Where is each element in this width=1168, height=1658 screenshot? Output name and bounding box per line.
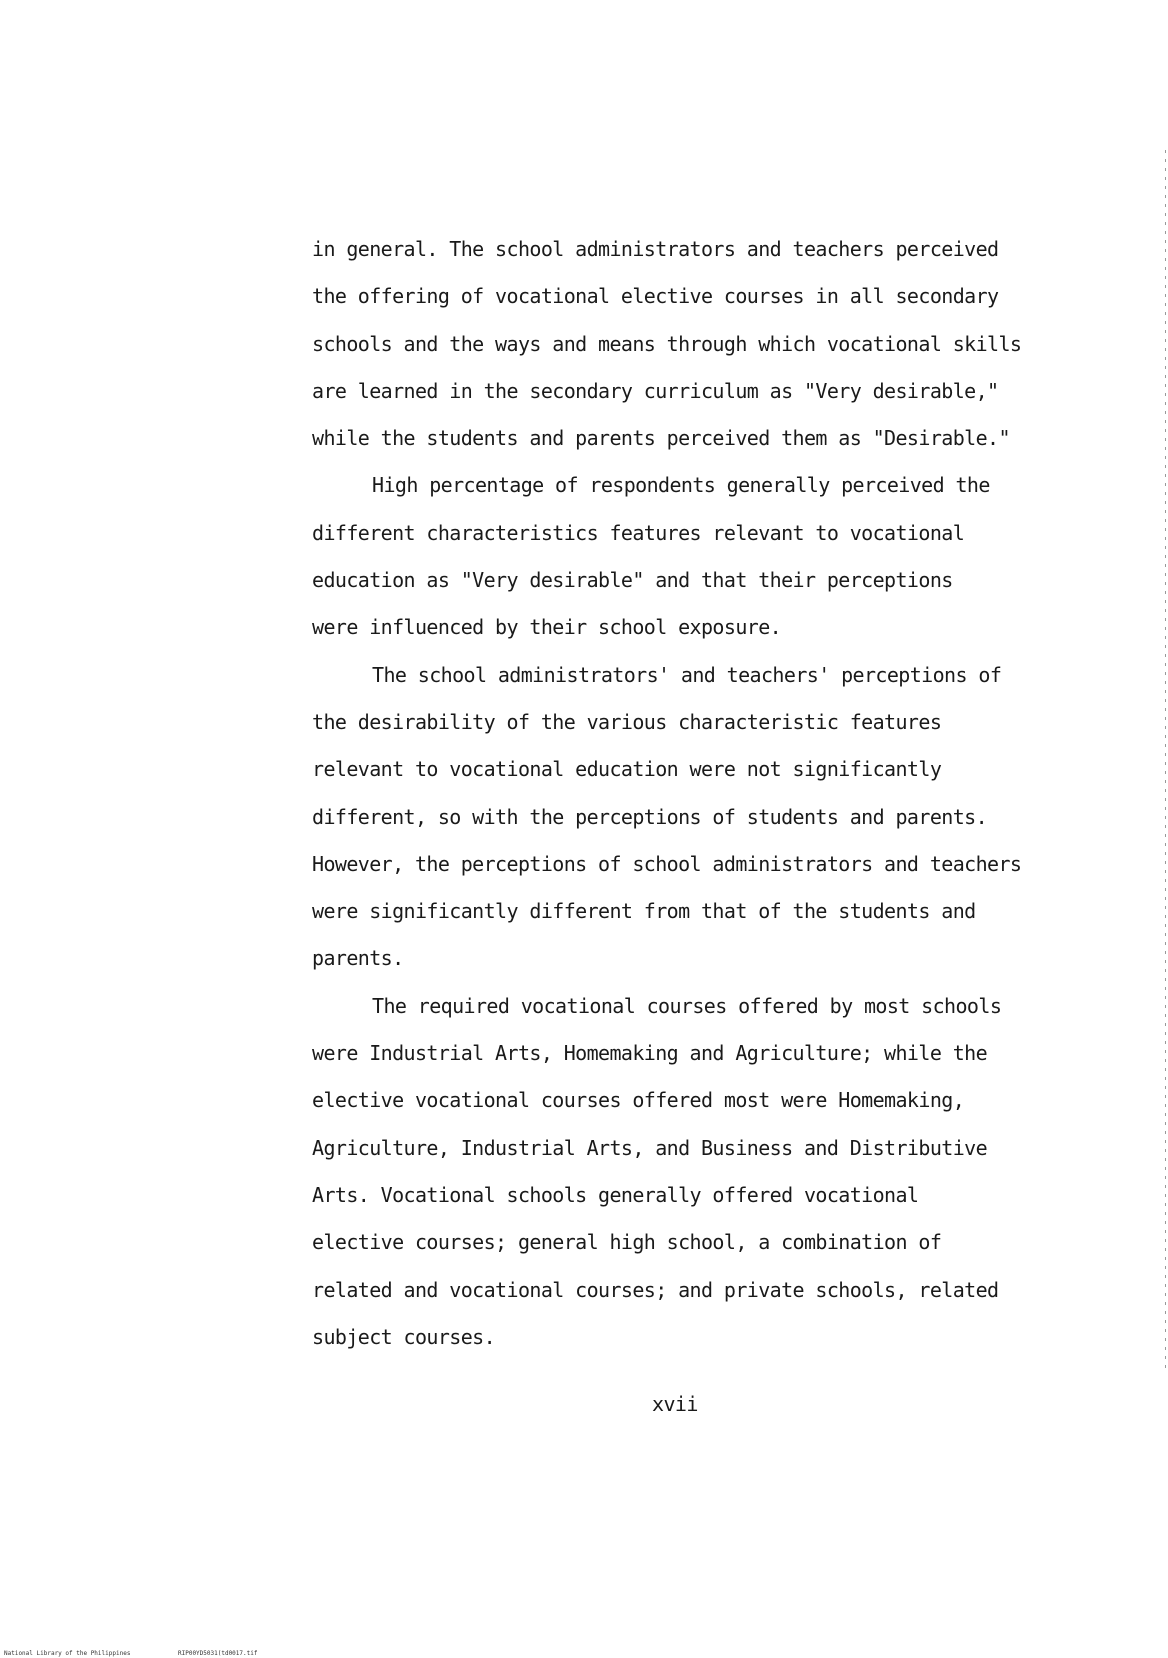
text-line: were significantly different from that of the students and	[312, 899, 976, 924]
text-line: High percentage of respondents generally perceived the	[372, 473, 990, 498]
text-line: in general. The school administrators and teachers perceived	[312, 237, 999, 261]
page-number: xvii	[652, 1392, 698, 1416]
text-line: However, the perceptions of school administrators and teachers	[312, 851, 1022, 876]
scan-edge-mark	[1165, 150, 1166, 1370]
body-text	[312, 226, 1042, 1361]
text-line: Arts. Vocational schools generally offered vocational	[312, 1182, 919, 1207]
text-line: were Industrial Arts, Homemaking and Agriculture; while the	[312, 1041, 988, 1066]
text-line: subject courses.	[312, 1324, 496, 1349]
text-line: related and vocational courses; and private schools, related	[312, 1277, 999, 1302]
text-line: The required vocational courses offered by most schools	[372, 993, 1002, 1018]
text-line: relevant to vocational education were not significantly	[312, 757, 942, 782]
text-line: the offering of vocational elective courses in all secondary	[312, 284, 999, 309]
text-line: were influenced by their school exposure.	[312, 615, 782, 640]
text-line: Agriculture, Industrial Arts, and Business and Distributive	[312, 1135, 988, 1160]
text-line: parents.	[312, 946, 404, 971]
text-line: different, so with the perceptions of students and parents.	[312, 804, 988, 829]
text-line: are learned in the secondary curriculum as "Very desirable,"	[312, 378, 999, 403]
footer-filename: RIP00YD5031(td0017.tif	[178, 1650, 258, 1657]
text-line: elective courses; general high school, a combination of	[312, 1230, 942, 1255]
text-line: the desirability of the various characteristic features	[312, 709, 942, 734]
text-line: The school administrators' and teachers' perceptions of	[372, 662, 1002, 687]
text-line: while the students and parents perceived them as "Desirable."	[312, 426, 1010, 451]
footer-library-name: National Library of the Philippines	[4, 1650, 131, 1657]
text-line: schools and the ways and means through which vocational skills	[312, 331, 1022, 356]
text-line: different characteristics features relevant to vocational	[312, 520, 965, 545]
text-line: education as "Very desirable" and that their perceptions	[312, 568, 953, 593]
text-line: elective vocational courses offered most were Homemaking,	[312, 1088, 965, 1113]
